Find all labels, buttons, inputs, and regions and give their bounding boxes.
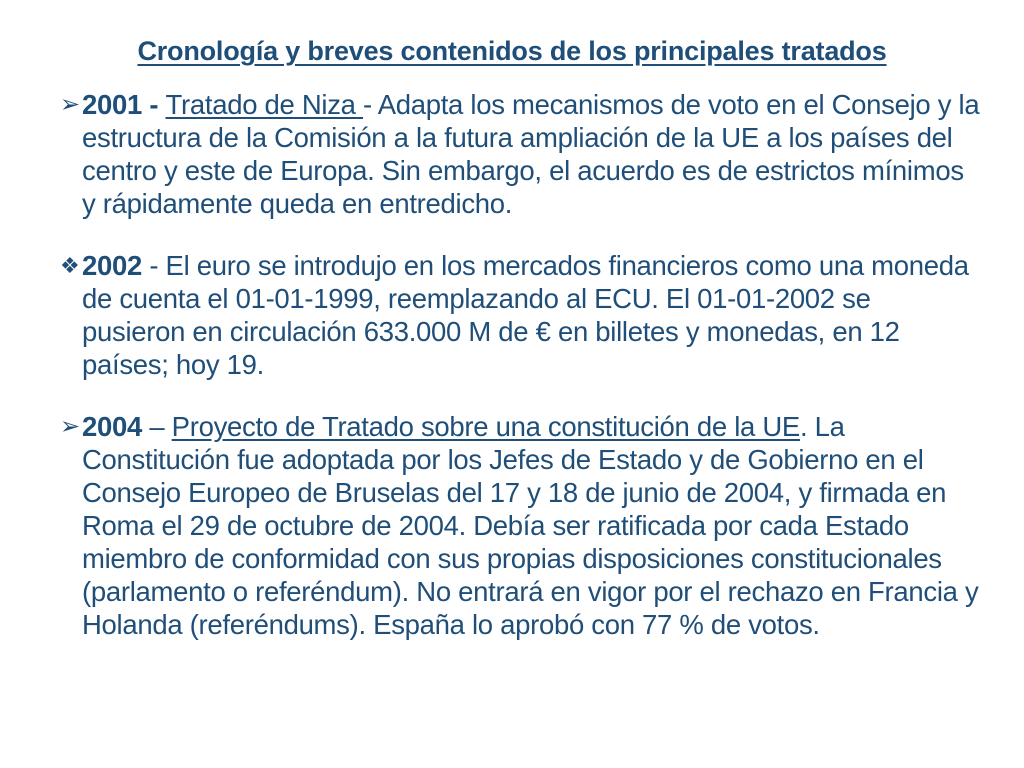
bullet-item-2001 [60, 88, 980, 220]
treaty-link-constitucion[interactable]: Proyecto de Tratado sobre una constitución de la UE [171, 411, 800, 442]
bullet-text: - Adapta los mecanismos de voto en el Consejo y la estructura de la Comisión a la futura ampliación de la UE a los países del centro y este de Europa. Sin embargo, el acuerdo es de estrictos mínimos y rápidamente queda en entredicho. [82, 89, 980, 219]
slide-title: Cronología y breves contenidos de los principales tratados [137, 36, 887, 66]
arrow-bullet-icon: ➢ [60, 91, 80, 118]
treaty-link-niza[interactable]: Tratado de Niza [165, 89, 364, 120]
bullet-list [60, 88, 980, 641]
bullet-separator: - [141, 89, 166, 120]
arrow-bullet-icon: ➢ [60, 413, 80, 440]
bullet-separator: – [141, 411, 172, 442]
diamond-bullet-icon: ❖ [60, 253, 80, 278]
bullet-year: 2001 [82, 89, 142, 120]
bullet-text: . La Constitución fue adoptada por los Jefes de Estado y de Gobierno en el Consejo Europeo de Bruselas del 17 y 18 de junio de 2004, y firmada en Roma el 29 de octubre de 2004. Debía ser ratificada por cada Estado miembro de conformidad con sus propias disposiciones constitucionales (parlamento o referéndum). No entrará en vigor por el rechazo en Francia y Holanda (referéndums). España lo aprobó con 77 % de votos. [82, 411, 979, 640]
bullet-year: 2004 [82, 411, 142, 442]
bullet-item-2004 [60, 410, 980, 641]
bullet-year: 2002 [82, 250, 142, 281]
bullet-item-2002 [60, 249, 980, 381]
bullet-text: - El euro se introdujo en los mercados financieros como una moneda de cuenta el 01-01-1999, reemplazando al ECU. El 01-01-2002 se pusieron en circulación 633.000 M de € en billetes y monedas, en 12 países; hoy 19. [82, 250, 969, 380]
